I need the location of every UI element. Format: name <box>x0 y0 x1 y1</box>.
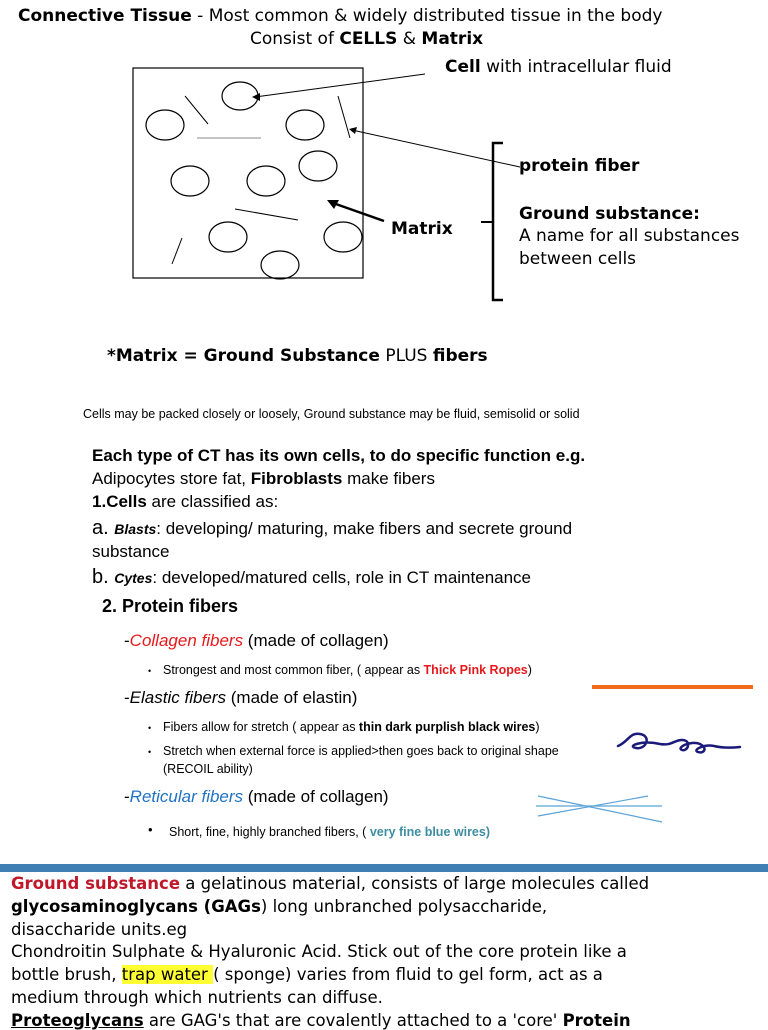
cell-shape <box>247 166 285 196</box>
elastic-wire-path <box>618 734 740 753</box>
cell-shape <box>146 110 184 140</box>
gs-title: Ground substance <box>11 874 181 893</box>
fiber-line <box>235 209 298 220</box>
equation-part1: *Matrix = Ground Substance <box>107 346 380 366</box>
subtitle <box>250 29 483 49</box>
subtitle-pre: Consist of <box>250 29 340 49</box>
cytes-line <box>92 566 531 589</box>
fiber-pointer-line <box>352 130 520 167</box>
cell-label-bold: Cell <box>445 57 481 77</box>
reticular-wire-line <box>538 796 662 822</box>
ground-line-1: A name for all substances <box>519 226 740 246</box>
gs-line-3: disaccharide units.eg <box>11 920 188 939</box>
cell-shape <box>261 251 299 279</box>
matrix-label: Matrix <box>391 219 453 239</box>
protein-fiber-label: protein fiber <box>519 156 640 176</box>
cell-shape <box>222 82 258 110</box>
cell-label-rest: with intracellular fluid <box>480 57 672 77</box>
cytes-word: Cytes <box>114 570 153 586</box>
elastic-bullet-2-line-2: (RECOIL ability) <box>163 762 253 776</box>
collagen-bullet-bold: Thick Pink Ropes <box>423 663 528 677</box>
elastic-bullet-2-line-1: Stretch when external force is applied>then goes back to original shape <box>163 744 559 758</box>
protein-fibers-heading <box>102 596 238 617</box>
reticular-heading <box>124 787 389 807</box>
cells-num: 1. <box>92 492 107 511</box>
blasts-text: : developing/ maturing, make fibers and secrete ground <box>156 519 573 538</box>
cells-classified: are classified as: <box>146 492 279 511</box>
elastic-bullet-1 <box>163 720 540 734</box>
ground-substance-section <box>0 864 768 1030</box>
matrix-equation <box>107 346 488 366</box>
cell-pointer-line <box>255 74 425 97</box>
fiber-line <box>172 238 182 264</box>
reticular-wire-sketch <box>530 790 670 826</box>
fiber-pointer-arrowhead <box>349 127 357 134</box>
cells-group <box>146 82 362 279</box>
cell-shape <box>209 222 247 252</box>
gs-line-1 <box>11 874 649 893</box>
gs-l1-rest: a gelatinous material, consists of large molecules called <box>180 874 650 893</box>
bracket <box>493 143 503 300</box>
bullet: • <box>148 747 152 757</box>
gs-gags: glycosaminoglycans (GAGs <box>11 897 261 916</box>
cell-shape <box>286 110 324 140</box>
reticular-bullet <box>169 825 490 839</box>
collagen-bullet-post: ) <box>527 663 532 677</box>
elastic-word: Elastic fibers <box>129 688 227 707</box>
bullet: • <box>148 822 153 837</box>
adipocytes-pre: Adipocytes store fat, <box>92 469 251 488</box>
ground-substance-label: Ground substance: <box>519 204 700 224</box>
cell-shape <box>299 151 337 181</box>
subtitle-amp: & <box>397 29 422 49</box>
cell-shape <box>171 166 209 196</box>
title-bold: Connective Tissue <box>18 6 192 26</box>
blasts-word: Blasts <box>114 521 157 537</box>
gs-proteoglycans: Proteoglycans <box>11 1011 144 1030</box>
reticular-word: Reticular fibers <box>129 787 244 806</box>
gs-line-7 <box>11 1011 631 1030</box>
heading-text: . Protein fibers <box>112 596 239 616</box>
reticular-rest: (made of collagen) <box>243 787 389 806</box>
elastic-rest: (made of elastin) <box>226 688 358 707</box>
elastic-dash: - <box>124 688 130 707</box>
matrix-pointer-line <box>333 203 384 221</box>
cells-heading: Each type of CT has its own cells, to do specific function e.g. <box>92 446 586 465</box>
collagen-heading <box>124 631 389 651</box>
heading-num: 2 <box>102 596 113 616</box>
connective-tissue-diagram <box>0 55 768 315</box>
bullet: • <box>148 723 152 733</box>
cell-label <box>445 57 672 77</box>
cytes-text: : developed/matured cells, role in CT maintenance <box>152 568 532 587</box>
gs-line-2 <box>11 897 547 916</box>
ground-line-2: between cells <box>519 249 637 269</box>
gs-l7-mid: are GAG's that are covalently attached to a 'core' <box>143 1011 563 1030</box>
gs-line-5 <box>11 965 603 984</box>
equation-fibers: fibers <box>432 346 488 366</box>
reticular-bullet-bold: very fine blue wires) <box>369 825 490 839</box>
gs-line-4: Chondroitin Sulphate & Hyaluronic Acid. Stick out of the core protein like a <box>11 942 627 961</box>
reticular-wire-lines <box>536 796 662 822</box>
packing-note: Cells may be packed closely or loosely, Ground substance may be fluid, semisolid or solid <box>83 407 580 421</box>
elastic-b1-post: ) <box>535 720 540 734</box>
cells-word: Cells <box>106 492 147 511</box>
fiber-line <box>338 96 350 138</box>
elastic-heading <box>124 688 357 708</box>
elastic-b1-bold: thin dark purplish black wires <box>358 720 536 734</box>
cell-pointer-arrowhead <box>252 93 260 101</box>
gs-l2-rest: ) long unbranched polysaccharide, <box>260 897 548 916</box>
subtitle-matrix: Matrix <box>421 29 484 49</box>
subtitle-cells: CELLS <box>339 29 398 49</box>
title-rest: - Most common & widely distributed tissue in the body <box>191 6 663 26</box>
gs-l5-post: ( sponge) varies from fluid to gel form, act as a <box>213 965 603 984</box>
page-title <box>18 6 662 26</box>
gs-trap-water: trap water <box>121 965 214 984</box>
collagen-bullet-pre: Strongest and most common fiber, ( appear as <box>163 663 424 677</box>
cells-classified-line <box>92 492 278 512</box>
collagen-word: Collagen fibers <box>129 631 244 650</box>
fiber-line <box>185 96 208 124</box>
b-letter: b. <box>92 566 115 588</box>
reticular-dash: - <box>124 787 130 806</box>
gs-line-6: medium through which nutrients can diffuse. <box>11 988 383 1007</box>
elastic-b1-pre: Fibers allow for stretch ( appear as <box>163 720 359 734</box>
gs-l5-pre: bottle brush, <box>11 965 122 984</box>
fibroblasts-word: Fibroblasts <box>250 469 343 488</box>
blasts-line-2: substance <box>92 542 170 561</box>
bullet: • <box>148 666 152 676</box>
collagen-dash: - <box>124 631 130 650</box>
adipocytes-post: make fibers <box>342 469 435 488</box>
gs-l7-bold: Protein <box>562 1011 631 1030</box>
equation-plus: PLUS <box>379 346 433 366</box>
blasts-line <box>92 517 572 540</box>
collagen-rest: (made of collagen) <box>243 631 389 650</box>
thick-pink-rope-swatch <box>592 685 753 689</box>
cell-shape <box>324 222 362 252</box>
elastic-wire-sketch <box>600 722 750 762</box>
reticular-bullet-pre: Short, fine, highly branched fibers, ( <box>169 825 370 839</box>
a-letter: a. <box>92 517 115 539</box>
adipocytes-line <box>92 469 435 489</box>
collagen-bullet <box>163 663 532 677</box>
